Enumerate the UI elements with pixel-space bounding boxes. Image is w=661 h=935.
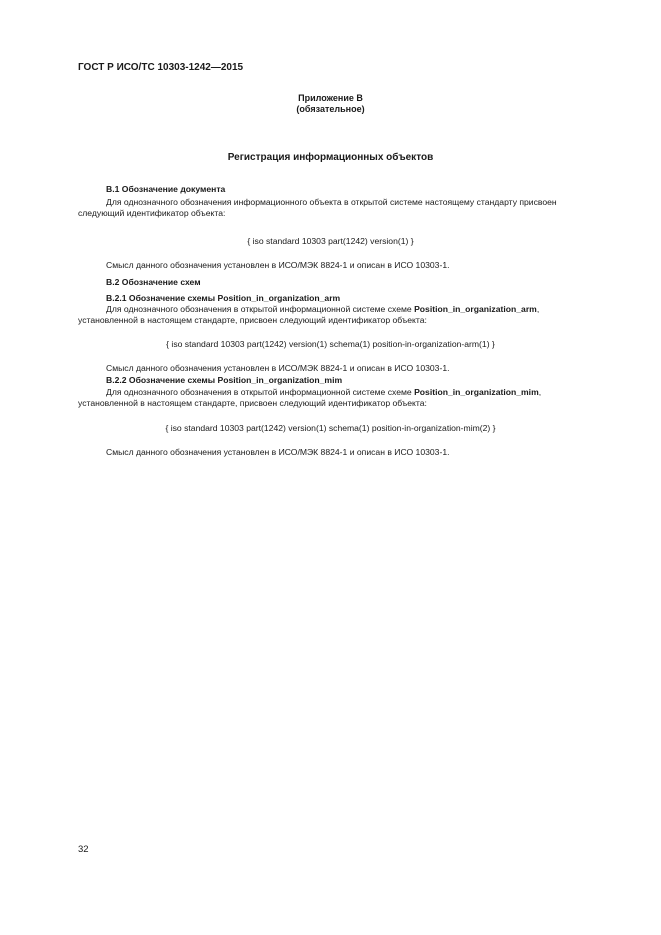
b22-schema-name: Position_in_organization_mim [414, 387, 539, 397]
page-number: 32 [78, 844, 89, 855]
b1-text: Для однозначного обозначения информационного объекта в открытой системе настоящему стандарту присвоен следующий идентификатор объекта: [78, 197, 557, 218]
heading-b1: В.1 Обозначение документа [106, 184, 226, 194]
b21-identifier: { iso standard 10303 part(1242) version(1) schema(1) position-in-organization-arm(1) } [166, 339, 495, 349]
b1-meaning: Смысл данного обозначения установлен в ИСО/МЭК 8824-1 и описан в ИСО 10303-1. [106, 260, 450, 270]
b22-identifier: { iso standard 10303 part(1242) version(1) schema(1) position-in-organization-mim(2) } [165, 423, 496, 433]
annex-status: (обязательное) [296, 104, 365, 114]
b22-text-before: Для однозначного обозначения в открытой информационной системе схеме [106, 387, 415, 397]
heading-b2: В.2 Обозначение схем [106, 277, 201, 287]
b21-text [78, 304, 583, 326]
b22-text-after: , установленной в настоящем стандарте, присвоен следующий идентификатор объекта: [78, 387, 542, 408]
annex-title: Приложение В [298, 93, 363, 103]
b21-text-after: , установленной в настоящем стандарте, присвоен следующий идентификатор объекта: [78, 304, 540, 325]
document-header: ГОСТ Р ИСО/ТС 10303-1242—2015 [78, 62, 244, 73]
b1-identifier: { iso standard 10303 part(1242) version(1) } [247, 236, 414, 246]
section-title: Регистрация информационных объектов [227, 152, 434, 163]
b21-meaning: Смысл данного обозначения установлен в ИСО/МЭК 8824-1 и описан в ИСО 10303-1. [106, 363, 450, 373]
b22-meaning: Смысл данного обозначения установлен в ИСО/МЭК 8824-1 и описан в ИСО 10303-1. [106, 447, 450, 457]
b21-text-before: Для однозначного обозначения в открытой информационной системе схеме [106, 304, 415, 314]
heading-b21: В.2.1 Обозначение схемы Position_in_organization_arm [106, 293, 341, 303]
b22-text [78, 387, 583, 409]
heading-b22: В.2.2 Обозначение схемы Position_in_organization_mim [106, 375, 343, 385]
b21-schema-name: Position_in_organization_arm [414, 304, 537, 314]
